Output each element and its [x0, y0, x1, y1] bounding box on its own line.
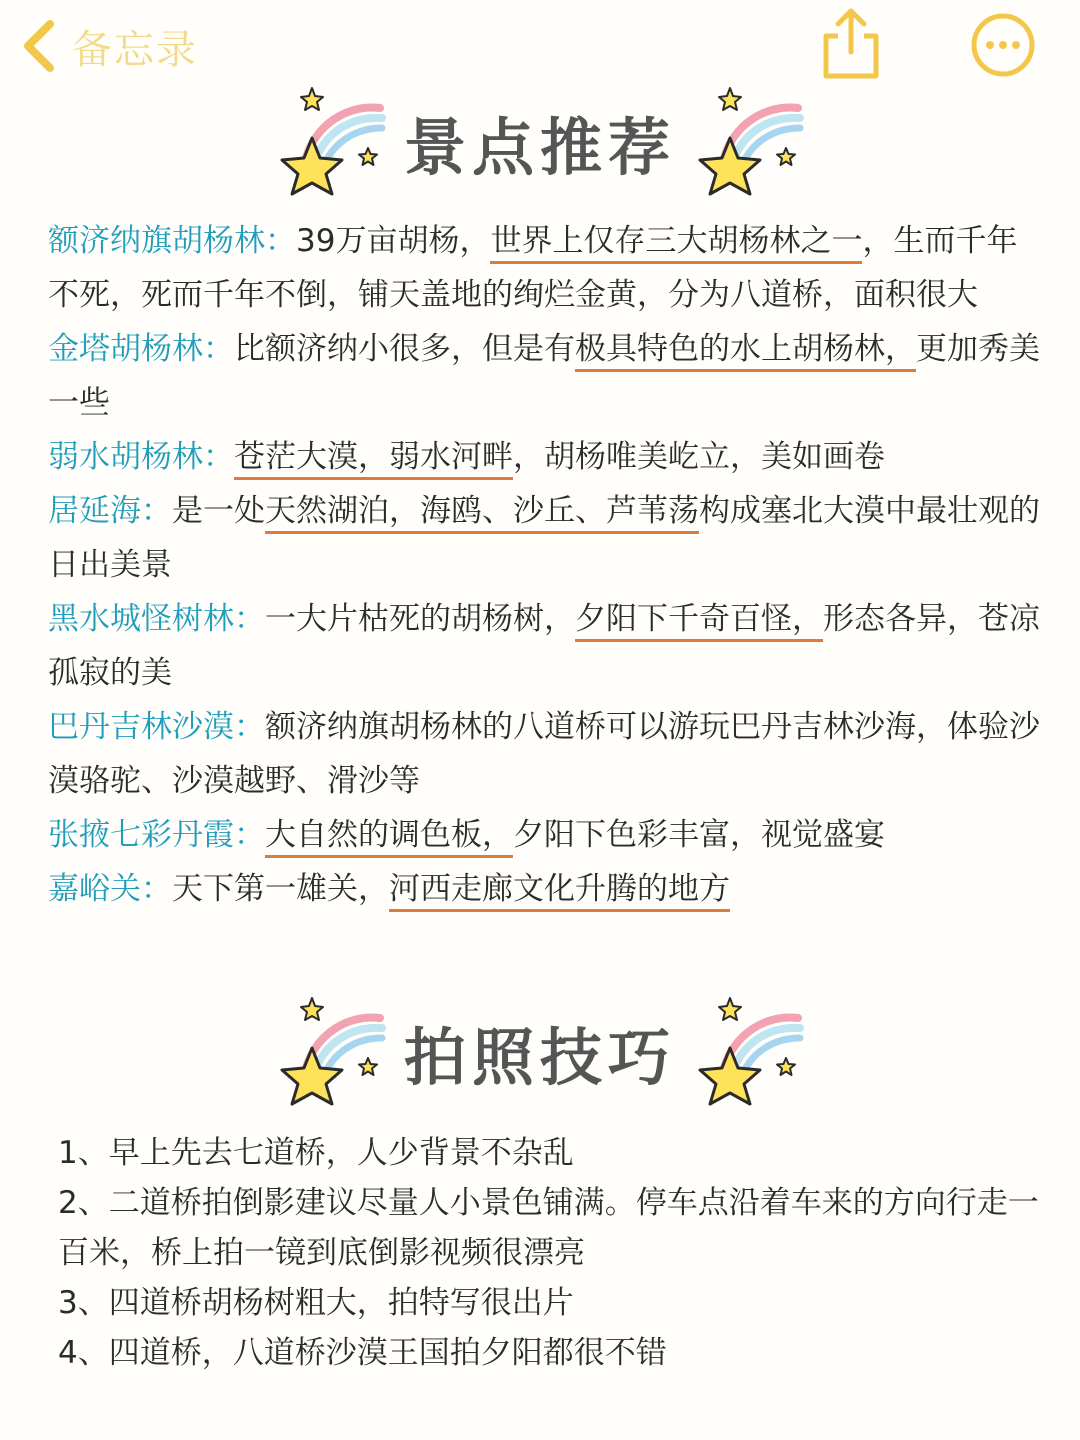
spot-description: ，胡杨唯美屹立，美如画卷	[513, 439, 885, 475]
highlighted-text: 世界上仅存三大胡杨林之一	[490, 223, 862, 264]
spot-item	[48, 862, 1048, 916]
spot-name: 黑水城怪树林：	[48, 601, 265, 637]
spot-item	[48, 700, 1048, 808]
spot-description: 更加秀美一些	[48, 331, 1040, 421]
more-icon	[970, 12, 1036, 78]
share-icon	[818, 6, 884, 80]
spot-item	[48, 430, 1048, 484]
spot-item	[48, 322, 1048, 430]
spot-item	[48, 214, 1048, 322]
spot-description: ，生而千年不死，死而千年不倒，铺天盖地的绚烂金黄，分为八道桥，面积很大	[48, 223, 1018, 313]
spot-paragraph	[48, 808, 1048, 862]
spot-name: 弱水胡杨林：	[48, 439, 234, 475]
highlighted-text: 大自然的调色板，	[265, 817, 513, 858]
spot-description: 额济纳旗胡杨林的八道桥可以游玩巴丹吉林沙海，体验沙漠骆驼、沙漠越野、滑沙等	[48, 709, 1040, 799]
section-title-text: 景点推荐	[403, 110, 676, 184]
shooting-star-icon	[276, 86, 386, 198]
shooting-star-icon	[276, 996, 386, 1108]
section-title-spots	[0, 86, 1080, 198]
spot-paragraph	[48, 862, 1048, 916]
spot-description: 一大片枯死的胡杨树，	[265, 601, 575, 637]
section-title-tips	[0, 996, 1080, 1108]
spot-paragraph	[48, 484, 1048, 592]
spot-name: 巴丹吉林沙漠：	[48, 709, 265, 745]
spot-item	[48, 592, 1048, 700]
spot-description: 39万亩胡杨，	[296, 223, 491, 259]
spot-paragraph	[48, 430, 1048, 484]
tip-item: 2、二道桥拍倒影建议尽量人小景色铺满。停车点沿着车来的方向行走一百米，桥上拍一镜到底倒影视频很漂亮	[58, 1185, 1039, 1271]
top-nav-bar	[0, 0, 1080, 96]
shooting-star-icon	[694, 996, 804, 1108]
shooting-star-icon	[694, 86, 804, 198]
tip-item: 3、四道桥胡杨树粗大，拍特写很出片	[58, 1285, 574, 1321]
spot-name: 居延海：	[48, 493, 172, 529]
share-button[interactable]	[818, 6, 884, 80]
spot-name: 额济纳旗胡杨林：	[48, 223, 296, 259]
spot-name: 张掖七彩丹霞：	[48, 817, 265, 853]
spot-description: 比额济纳小很多，但是有	[234, 331, 575, 367]
spot-item	[48, 484, 1048, 592]
spot-name: 嘉峪关：	[48, 871, 172, 907]
spot-description: 是一处	[172, 493, 265, 529]
highlighted-text: 河西走廊文化升腾的地方	[389, 871, 730, 912]
highlighted-text: 夕阳下千奇百怪，	[575, 601, 823, 642]
tips-list	[58, 1128, 1048, 1378]
spot-description: 天下第一雄关，	[172, 871, 389, 907]
spot-paragraph	[48, 322, 1048, 430]
spot-description: 形态各异，苍凉孤寂的美	[48, 601, 1040, 691]
section-title-text: 拍照技巧	[403, 1020, 676, 1094]
spot-name: 金塔胡杨林：	[48, 331, 234, 367]
spot-item	[48, 808, 1048, 862]
spot-description: 构成塞北大漠中最壮观的日出美景	[48, 493, 1040, 583]
spot-description: 夕阳下色彩丰富，视觉盛宴	[513, 817, 885, 853]
spot-list	[48, 214, 1048, 916]
highlighted-text: 苍茫大漠，弱水河畔	[234, 439, 513, 480]
spot-paragraph	[48, 214, 1048, 322]
tip-item: 1、早上先去七道桥，人少背景不杂乱	[58, 1135, 574, 1171]
back-button[interactable]	[18, 14, 198, 78]
more-button[interactable]	[970, 12, 1036, 78]
highlighted-text: 极具特色的水上胡杨林，	[575, 331, 916, 372]
spot-paragraph	[48, 592, 1048, 700]
back-label: 备忘录	[72, 26, 198, 73]
chevron-left-icon	[18, 18, 58, 74]
tip-item: 4、四道桥，八道桥沙漠王国拍夕阳都很不错	[58, 1335, 667, 1371]
spot-paragraph	[48, 700, 1048, 808]
highlighted-text: 天然湖泊，海鸥、沙丘、芦苇荡	[265, 493, 699, 534]
